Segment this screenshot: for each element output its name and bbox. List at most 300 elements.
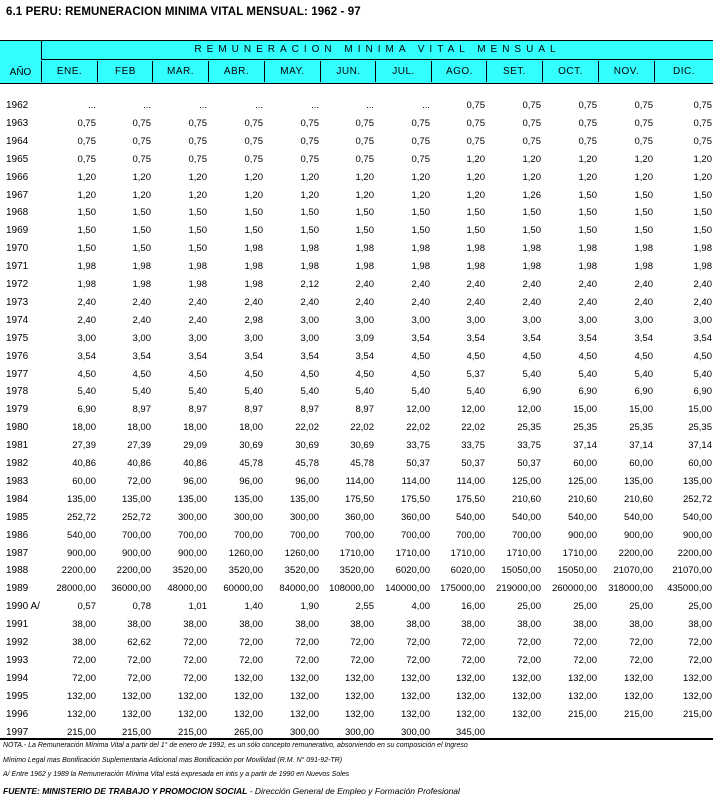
table-cell: 540,00 (567, 512, 597, 523)
header-group-title: REMUNERACION MINIMA VITAL MENSUAL (41, 40, 713, 60)
table-cell: 132,00 (289, 709, 319, 720)
table-cell: 1,98 (693, 261, 712, 272)
table-cell: 6020,00 (450, 565, 485, 576)
row-year: 1981 (6, 440, 29, 451)
table-cell: 0,75 (522, 100, 541, 111)
row-year: 1972 (6, 279, 29, 290)
table-cell: 300,00 (177, 512, 207, 523)
table-cell: 38,00 (573, 619, 597, 630)
table-cell: 1,20 (300, 190, 319, 201)
table-cell: 5,40 (355, 386, 374, 397)
table-cell: 4,50 (634, 351, 653, 362)
table-cell: 0,75 (244, 118, 263, 129)
table-cell: 18,00 (183, 422, 207, 433)
table-cell: 135,00 (289, 494, 319, 505)
table-cell: 252,72 (682, 494, 712, 505)
table-cell: ... (311, 100, 319, 111)
row-year: 1964 (6, 136, 29, 147)
table-cell: 25,00 (573, 601, 597, 612)
table-cell: 132,00 (344, 673, 374, 684)
table-cell: 4,50 (466, 351, 485, 362)
table-cell: 8,97 (244, 404, 263, 415)
table-cell: 2,98 (244, 315, 263, 326)
table-cell: 1,40 (244, 601, 263, 612)
table-cell: 1,98 (77, 279, 96, 290)
table-cell: 25,00 (688, 601, 712, 612)
table-cell: 540,00 (682, 512, 712, 523)
table-cell: 2,40 (578, 279, 597, 290)
table-cell: 2,40 (355, 297, 374, 308)
table-cell: 3,00 (188, 333, 207, 344)
table-cell: 5,40 (300, 386, 319, 397)
table-cell: 3520,00 (284, 565, 319, 576)
header-month-cell: ABR. (208, 61, 264, 82)
row-year: 1993 (6, 655, 29, 666)
table-cell: 62,62 (127, 637, 151, 648)
table-cell: 1,20 (693, 172, 712, 183)
table-cell: 3,00 (132, 333, 151, 344)
table-cell: 3,09 (355, 333, 374, 344)
table-cell: 300,00 (289, 727, 319, 738)
header-month-cell: AGO. (431, 61, 487, 82)
table-cell: 3,00 (300, 333, 319, 344)
table-cell: 540,00 (455, 512, 485, 523)
table-cell: 1,98 (300, 261, 319, 272)
table-cell: 132,00 (623, 673, 653, 684)
table-cell: 60,00 (629, 458, 653, 469)
table-cell: 1,50 (522, 225, 541, 236)
table-cell: 25,35 (688, 422, 712, 433)
table-cell: 132,00 (455, 709, 485, 720)
row-year: 1989 (6, 583, 29, 594)
header-month-cell: MAY. (264, 61, 320, 82)
table-cell: 0,75 (77, 136, 96, 147)
table-cell: 1,20 (411, 172, 430, 183)
row-year: 1984 (6, 494, 29, 505)
table-cell: 6,90 (578, 386, 597, 397)
row-year: 1970 (6, 243, 29, 254)
table-cell: 21070,00 (672, 565, 712, 576)
table-cell: 360,00 (344, 512, 374, 523)
table-cell: 1,50 (300, 207, 319, 218)
table-cell: 132,00 (177, 709, 207, 720)
table-cell: 1,98 (355, 261, 374, 272)
table-cell: 72,00 (461, 637, 485, 648)
header-month-cell: FEB (97, 61, 153, 82)
table-cell: 1,50 (693, 190, 712, 201)
table-cell: 700,00 (400, 530, 430, 541)
table-cell: 2,12 (300, 279, 319, 290)
table-cell: 38,00 (72, 619, 96, 630)
table-cell: 132,00 (682, 673, 712, 684)
table-cell: 1,50 (693, 207, 712, 218)
table-cell: 72,00 (406, 637, 430, 648)
table-cell: 175000,00 (440, 583, 485, 594)
table-cell: 1,98 (355, 243, 374, 254)
table-cell: 1,90 (300, 601, 319, 612)
table-cell: 0,75 (300, 118, 319, 129)
table-cell: 0,75 (132, 154, 151, 165)
table-cell: 21070,00 (613, 565, 653, 576)
table-cell: 5,40 (634, 369, 653, 380)
table-cell: 318000,00 (608, 583, 653, 594)
table-cell: 135,00 (66, 494, 96, 505)
table-cell: 1,50 (300, 225, 319, 236)
table-cell: ... (366, 100, 374, 111)
row-year: 1988 (6, 565, 29, 576)
table-cell: 700,00 (344, 530, 374, 541)
table-cell: 0,75 (77, 154, 96, 165)
table-cell: 1,50 (411, 225, 430, 236)
table-cell: 72,00 (72, 655, 96, 666)
table-cell: 435000,00 (667, 583, 712, 594)
header-month-cell: SET. (486, 61, 542, 82)
table-cell: 1,01 (188, 601, 207, 612)
table-cell: 135,00 (121, 494, 151, 505)
table-cell: 1260,00 (284, 548, 319, 559)
table-cell: 135,00 (682, 476, 712, 487)
table-cell: 1,98 (244, 261, 263, 272)
table-cell: 3,00 (355, 315, 374, 326)
table-cell: 2,40 (693, 279, 712, 290)
table-cell: 1,50 (77, 225, 96, 236)
table-cell: 219000,00 (496, 583, 541, 594)
table-cell: 2,40 (411, 279, 430, 290)
header-month-cell: JUL. (375, 61, 431, 82)
table-cell: 1710,00 (339, 548, 374, 559)
note-line-2: Mínimo Legal mas Bonificación Suplementaria Adicional mas Bonificación por Movilidad (R.M. N° 091-92-TR) (3, 757, 343, 764)
table-cell: 3,54 (300, 351, 319, 362)
table-cell: 1,98 (132, 279, 151, 290)
table-cell: 4,50 (693, 351, 712, 362)
table-cell: 60,00 (688, 458, 712, 469)
note-footnote-a: A/ Entre 1962 y 1989 la Remuneración Mínima Vital está expresada en intis y a partir de 1990 en Nuevos Soles (3, 771, 350, 778)
table-cell: ... (88, 100, 96, 111)
table-cell: 132,00 (511, 691, 541, 702)
table-cell: 1,50 (132, 243, 151, 254)
table-cell: 2,40 (578, 297, 597, 308)
table-cell: 132,00 (233, 673, 263, 684)
table-cell: 27,39 (127, 440, 151, 451)
table-cell: 132,00 (400, 673, 430, 684)
table-cell: 3,54 (355, 351, 374, 362)
table-cell: 900,00 (567, 530, 597, 541)
table-cell: 72,00 (72, 673, 96, 684)
table-cell: 8,97 (132, 404, 151, 415)
table-cell: 132,00 (567, 673, 597, 684)
row-year: 1976 (6, 351, 29, 362)
table-cell: 1,50 (188, 225, 207, 236)
table-cell: 132,00 (66, 709, 96, 720)
table-cell: 0,75 (355, 118, 374, 129)
table-cell: 0,75 (244, 136, 263, 147)
table-cell: 125,00 (511, 476, 541, 487)
table-cell: 30,69 (239, 440, 263, 451)
table-cell: 1,98 (578, 261, 597, 272)
table-cell: 1,98 (244, 243, 263, 254)
table-cell: 2200,00 (618, 548, 653, 559)
table-cell: 132,00 (289, 673, 319, 684)
table-cell: 5,40 (188, 386, 207, 397)
row-year: 1996 (6, 709, 29, 720)
table-cell: 0,75 (244, 154, 263, 165)
table-cell: 132,00 (511, 709, 541, 720)
table-cell: 25,00 (629, 601, 653, 612)
table-cell: 0,75 (578, 136, 597, 147)
table-cell: 0,75 (411, 154, 430, 165)
table-cell: 0,75 (522, 118, 541, 129)
table-cell: 3520,00 (228, 565, 263, 576)
table-cell: 29,09 (183, 440, 207, 451)
table-cell: 135,00 (233, 494, 263, 505)
table-cell: 4,50 (411, 351, 430, 362)
table-cell: 72,00 (183, 655, 207, 666)
table-cell: 4,00 (411, 601, 430, 612)
table-cell: 72,00 (183, 673, 207, 684)
table-cell: 2200,00 (61, 565, 96, 576)
table-cell: 3,54 (634, 333, 653, 344)
table-cell: 5,40 (244, 386, 263, 397)
table-cell: 1,50 (634, 207, 653, 218)
header-month-cell: NOV. (598, 61, 654, 82)
header-year: AÑO (9, 66, 32, 78)
row-year: 1980 (6, 422, 29, 433)
row-year: 1986 (6, 530, 29, 541)
table-cell: 1,20 (693, 154, 712, 165)
table-cell: 1,98 (466, 243, 485, 254)
table-cell: 0,75 (693, 136, 712, 147)
table-cell: 132,00 (455, 673, 485, 684)
table-cell: 1,98 (411, 243, 430, 254)
table-cell: 252,72 (66, 512, 96, 523)
table-cell: 1,98 (244, 279, 263, 290)
table-cell: 1,20 (634, 172, 653, 183)
table-cell: 1,50 (634, 225, 653, 236)
row-year: 1965 (6, 154, 29, 165)
table-cell: 72,00 (517, 637, 541, 648)
table-cell: 1,98 (188, 279, 207, 290)
table-cell: ... (422, 100, 430, 111)
table-cell: 700,00 (511, 530, 541, 541)
table-cell: 50,37 (517, 458, 541, 469)
table-cell: 60,00 (573, 458, 597, 469)
table-cell: 1,20 (244, 172, 263, 183)
table-cell: 25,35 (629, 422, 653, 433)
table-cell: 12,00 (406, 404, 430, 415)
table-cell: 22,02 (406, 422, 430, 433)
table-cell: ... (143, 100, 151, 111)
table-cell: 22,02 (295, 422, 319, 433)
table-cell: 15,00 (629, 404, 653, 415)
table-cell: 2,40 (132, 297, 151, 308)
table-cell: 0,75 (466, 118, 485, 129)
table-cell: 210,60 (511, 494, 541, 505)
table-cell: 45,78 (350, 458, 374, 469)
table-cell: 72,00 (295, 637, 319, 648)
note-line-1: NOTA.- La Remuneración Mínima Vital a partir del 1° de enero de 1992, es un sólo concepto remunerativo, absorviendo en su composición el Ingreso (3, 742, 468, 749)
table-cell: 22,02 (461, 422, 485, 433)
table-cell: 72,00 (239, 655, 263, 666)
table-cell: 3,54 (522, 333, 541, 344)
table-cell: 45,78 (295, 458, 319, 469)
table-cell: 1,98 (522, 243, 541, 254)
row-year: 1975 (6, 333, 29, 344)
table-cell: 1,98 (300, 243, 319, 254)
table-cell: 37,14 (688, 440, 712, 451)
table-cell: 72,00 (127, 673, 151, 684)
table-cell: 175,50 (344, 494, 374, 505)
page-title: 6.1 PERU: REMUNERACION MINIMA VITAL MENSUAL: 1962 - 97 (6, 6, 361, 18)
table-cell: 1,20 (466, 172, 485, 183)
table-cell: 900,00 (66, 548, 96, 559)
table-cell: 0,75 (522, 136, 541, 147)
table-cell: 28000,00 (56, 583, 96, 594)
table-cell: 215,00 (567, 709, 597, 720)
table-cell: 132,00 (511, 673, 541, 684)
table-cell: 12,00 (517, 404, 541, 415)
table-cell: 2,40 (634, 297, 653, 308)
table-cell: 22,02 (350, 422, 374, 433)
table-cell: 132,00 (66, 691, 96, 702)
table-cell: 72,00 (350, 655, 374, 666)
table-cell: 4,50 (522, 351, 541, 362)
table-cell: 0,75 (693, 100, 712, 111)
table-cell: 1,20 (578, 154, 597, 165)
table-cell: 4,50 (77, 369, 96, 380)
table-cell: 33,75 (461, 440, 485, 451)
table-cell: 3,54 (132, 351, 151, 362)
table-cell: 40,86 (183, 458, 207, 469)
table-cell: 3,00 (411, 315, 430, 326)
table-cell: 0,75 (188, 154, 207, 165)
table-cell: 1,20 (466, 190, 485, 201)
table-cell: 1,50 (522, 207, 541, 218)
table-cell: 132,00 (623, 691, 653, 702)
table-cell: 215,00 (682, 709, 712, 720)
row-year: 1991 (6, 619, 29, 630)
table-cell: 72,00 (350, 637, 374, 648)
table-cell: 1,98 (634, 243, 653, 254)
table-cell: 1,26 (522, 190, 541, 201)
table-cell: 12,00 (461, 404, 485, 415)
table-cell: 1,50 (244, 225, 263, 236)
table-cell: 540,00 (623, 512, 653, 523)
table-cell: 37,14 (629, 440, 653, 451)
row-year: 1966 (6, 172, 29, 183)
table-cell: 2,40 (693, 297, 712, 308)
table-cell: 50,37 (461, 458, 485, 469)
table-cell: 72,00 (629, 655, 653, 666)
table-cell: 38,00 (406, 619, 430, 630)
table-cell: 38,00 (350, 619, 374, 630)
table-cell: 2,40 (77, 297, 96, 308)
table-cell: 18,00 (72, 422, 96, 433)
row-year: 1963 (6, 118, 29, 129)
table-cell: 0,75 (578, 118, 597, 129)
table-cell: 0,57 (77, 601, 96, 612)
table-cell: 1260,00 (228, 548, 263, 559)
source-line (3, 786, 460, 796)
table-cell: 2,40 (522, 279, 541, 290)
table-cell: 5,37 (466, 369, 485, 380)
table-cell: 0,75 (132, 118, 151, 129)
table-cell: 900,00 (177, 548, 207, 559)
table-cell: 8,97 (300, 404, 319, 415)
table-cell: 2,40 (522, 297, 541, 308)
header-month-cell: DIC. (654, 61, 713, 82)
table-cell: 38,00 (239, 619, 263, 630)
table-cell: 3,54 (693, 333, 712, 344)
table-cell: 700,00 (289, 530, 319, 541)
row-year: 1997 (6, 727, 29, 738)
table-cell: 38,00 (72, 637, 96, 648)
table-cell: 6,90 (693, 386, 712, 397)
table-cell: 114,00 (456, 476, 485, 487)
row-year: 1992 (6, 637, 29, 648)
table-cell: 1,20 (578, 172, 597, 183)
table-cell: 1,20 (355, 190, 374, 201)
table-cell: 132,00 (455, 691, 485, 702)
table-cell: 2,40 (634, 279, 653, 290)
source-rest: - Dirección General de Empleo y Formación Profesional (247, 786, 460, 796)
table-cell: 2,40 (300, 297, 319, 308)
table-cell: 27,39 (72, 440, 96, 451)
table-cell: 1,98 (693, 243, 712, 254)
table-cell: 84000,00 (279, 583, 319, 594)
table-cell: 1,20 (411, 190, 430, 201)
table-cell: 3,00 (693, 315, 712, 326)
table-cell: 1,98 (466, 261, 485, 272)
table-cell: 72,00 (239, 637, 263, 648)
table-cell: 1,50 (578, 225, 597, 236)
table-cell: 0,75 (634, 118, 653, 129)
table-cell: 25,35 (517, 422, 541, 433)
table-cell: 2200,00 (677, 548, 712, 559)
header-month-cell: ENE. (41, 61, 97, 82)
table-cell: 3520,00 (172, 565, 207, 576)
table-cell: 40,86 (72, 458, 96, 469)
table-cell: 72,00 (406, 655, 430, 666)
table-cell: 38,00 (461, 619, 485, 630)
table-cell: 1,98 (522, 261, 541, 272)
row-year: 1962 (6, 100, 29, 111)
row-year: 1967 (6, 190, 29, 201)
table-cell: 0,75 (411, 118, 430, 129)
table-cell: 132,00 (567, 691, 597, 702)
table-cell: 3,00 (77, 333, 96, 344)
row-year: 1990 A/ (6, 601, 40, 612)
table-cell: 1,50 (244, 207, 263, 218)
table-cell: 3,54 (244, 351, 263, 362)
table-cell: 5,40 (132, 386, 151, 397)
table-cell: 300,00 (344, 727, 374, 738)
table-cell: 1,98 (132, 261, 151, 272)
table-cell: 1,98 (578, 243, 597, 254)
table-cell: 1,20 (77, 172, 96, 183)
table-cell: 72,00 (127, 655, 151, 666)
row-year: 1969 (6, 225, 29, 236)
table-cell: 45,78 (239, 458, 263, 469)
row-year: 1979 (6, 404, 29, 415)
table-cell: 1,20 (522, 154, 541, 165)
table-cell: 215,00 (177, 727, 207, 738)
table-cell: 114,00 (345, 476, 374, 487)
table-cell: 700,00 (233, 530, 263, 541)
table-cell: 132,00 (233, 709, 263, 720)
table-cell: 37,14 (573, 440, 597, 451)
table-cell: 8,97 (188, 404, 207, 415)
table-cell: 900,00 (623, 530, 653, 541)
